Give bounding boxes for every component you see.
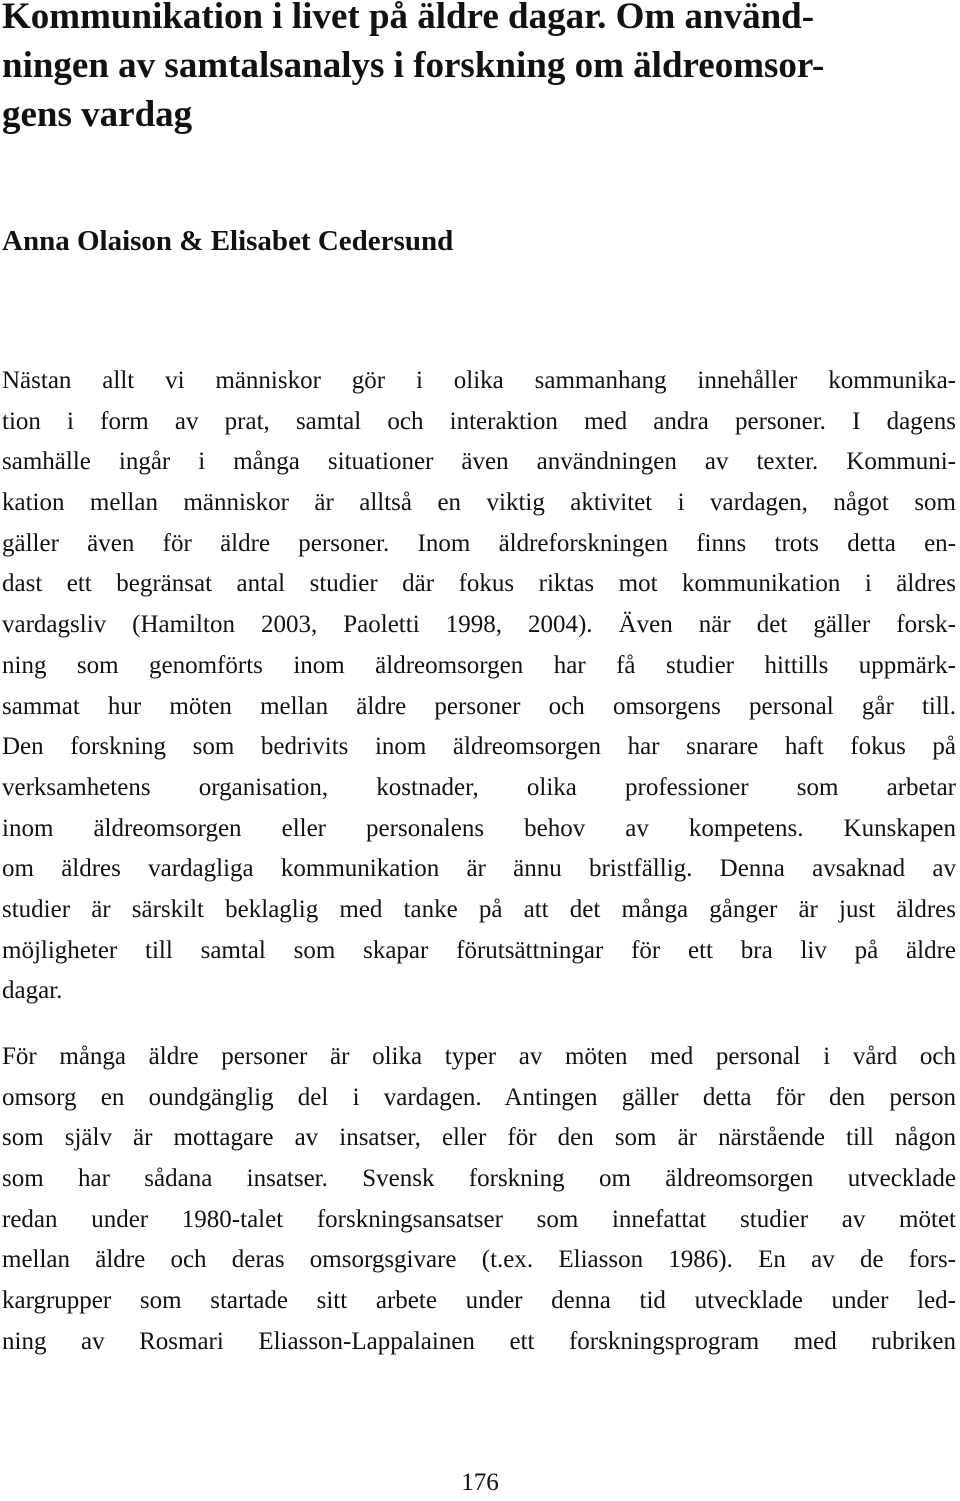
text-line: verksamhetens organisation, kostnader, olika professioner som arbetar [2, 773, 956, 801]
text-line: gäller även för äldre personer. Inom äldreforskningen finns trots detta en- [2, 529, 956, 557]
text-line: mellan äldre och deras omsorgsgivare (t.ex. Eliasson 1986). En av de fors- [2, 1246, 956, 1274]
text-line: kargrupper som startade sitt arbete under denna tid utvecklade under led- [2, 1287, 956, 1315]
text-line: Den forskning som bedrivits inom äldreomsorgen har snarare haft fokus på [2, 733, 956, 761]
body-paragraph-1 [2, 361, 956, 1012]
text-line: inom äldreomsorgen eller personalens behov av kompetens. Kunskapen [2, 814, 956, 842]
text-line: som har sådana insatser. Svensk forskning om äldreomsorgen utvecklade [2, 1165, 956, 1193]
body-paragraph-2 [2, 1037, 956, 1363]
text-line: samhälle ingår i många situationer även användningen av texter. Kommuni- [2, 448, 956, 476]
text-line: dagar. [2, 977, 63, 1005]
article-authors: Anna Olaison & Elisabet Cedersund [2, 225, 454, 257]
text-line: vardagsliv (Hamilton 2003, Paoletti 1998, 2004). Även när det gäller forsk- [2, 611, 956, 639]
text-line: dast ett begränsat antal studier där fokus riktas mot kommunikation i äldres [2, 570, 956, 598]
title-line: Kommunikation i livet på äldre dagar. Om använd- [2, 0, 815, 37]
text-line: omsorg en oundgänglig del i vardagen. Antingen gäller detta för den person [2, 1083, 956, 1111]
text-line: som själv är mottagare av insatser, eller för den som är närstående till någon [2, 1124, 956, 1152]
text-line: redan under 1980-talet forskningsansatser som innefattat studier av mötet [2, 1205, 956, 1233]
title-line: gens vardag [2, 94, 193, 135]
text-line: kation mellan människor är alltså en viktig aktivitet i vardagen, något som [2, 489, 956, 517]
text-line: sammat hur möten mellan äldre personer och omsorgens personal går till. [2, 692, 956, 720]
text-line: Nästan allt vi människor gör i olika sammanhang innehåller kommunika- [2, 367, 956, 394]
text-line: studier är särskilt beklaglig med tanke på att det många gånger är just äldres [2, 895, 956, 923]
article-title [2, 0, 958, 139]
text-line: ning av Rosmari Eliasson-Lappalainen ett forskningsprogram med rubriken [2, 1327, 956, 1355]
page-number: 176 [461, 1469, 499, 1496]
text-line: tion i form av prat, samtal och interaktion med andra personer. I dagens [2, 407, 956, 435]
text-line: möjligheter till samtal som skapar förutsättningar för ett bra liv på äldre [2, 936, 956, 964]
text-line: om äldres vardagliga kommunikation är ännu bristfällig. Denna avsaknad av [2, 855, 956, 883]
text-line: För många äldre personer är olika typer av möten med personal i vård och [2, 1043, 956, 1070]
text-line: ning som genomförts inom äldreomsorgen har få studier hittills uppmärk- [2, 651, 956, 679]
title-line: ningen av samtalsanalys i forskning om äldreomsor- [2, 45, 825, 86]
